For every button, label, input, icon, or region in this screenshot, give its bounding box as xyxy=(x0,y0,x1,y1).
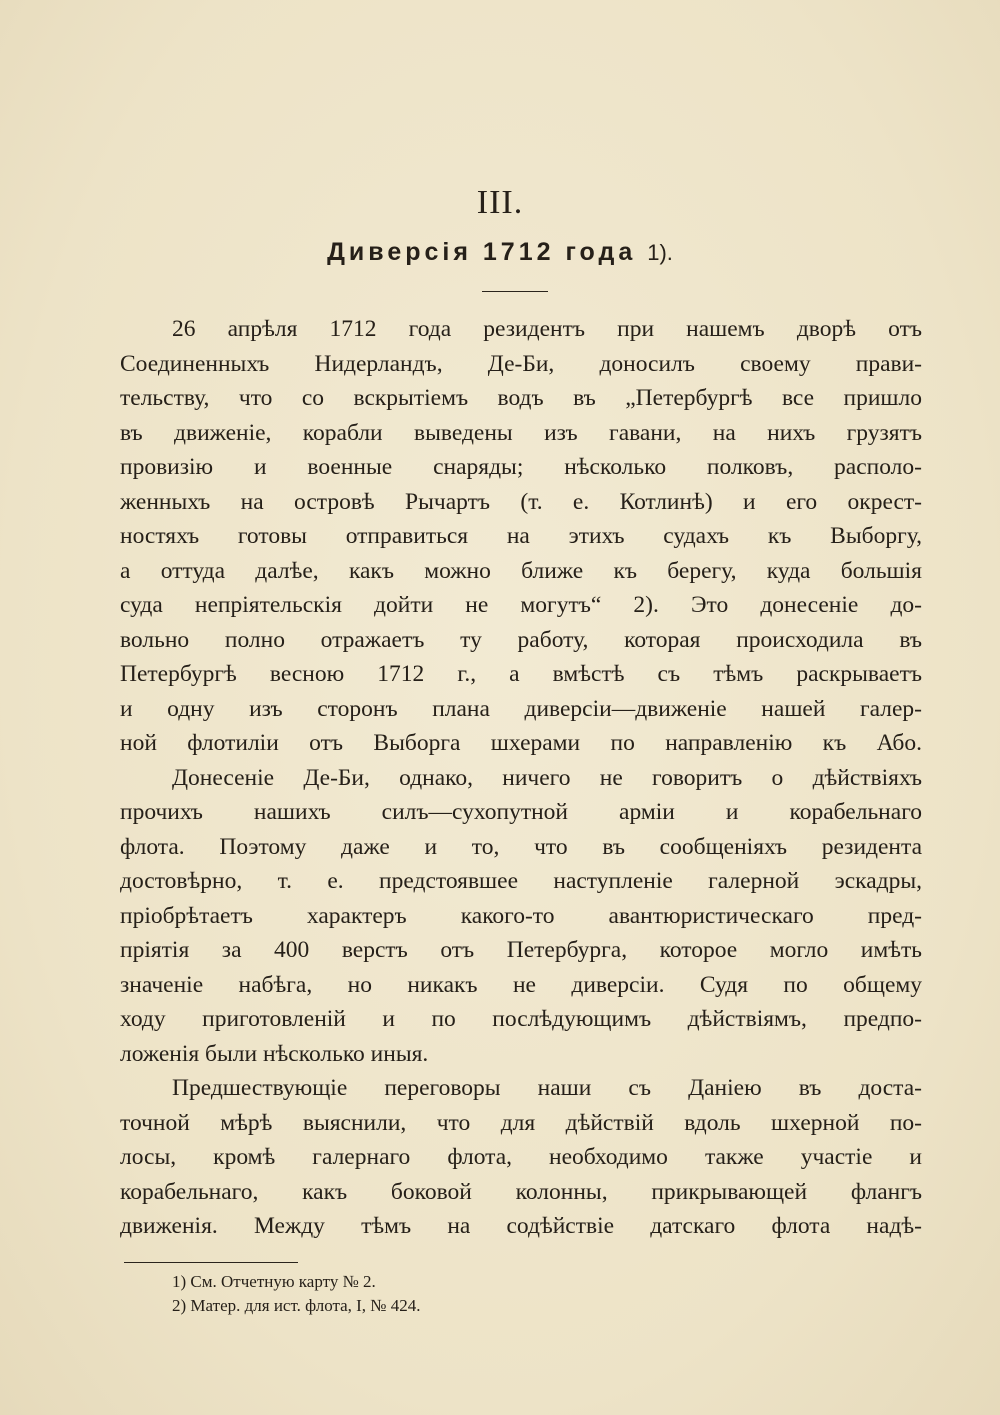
text-line: Донесеніе Де-Би, однако, ничего не говоритъ о дѣйствіяхъ xyxy=(172,764,922,791)
text-line: достовѣрно, т. е. предстоявшее наступленіе галерной эскадры, xyxy=(120,868,922,894)
chapter-number: III. xyxy=(476,184,524,221)
text-line: точной мѣрѣ выяснили, что для дѣйствій вдоль шхерной по- xyxy=(120,1109,922,1136)
footnote-divider xyxy=(124,1262,298,1263)
footnotes xyxy=(172,1270,772,1318)
text-line: ной флотиліи отъ Выборга шхерами по направленію къ Або. xyxy=(120,730,922,756)
footnote-mark: 2) xyxy=(172,1296,187,1315)
text-line: провизію и военные снаряды; нѣсколько полковъ, располо- xyxy=(120,454,922,480)
text-line: тельству, что со вскрытіемъ водъ въ „Петербургѣ все пришло xyxy=(120,385,922,411)
text-line: ложенія были нѣсколько иныя. xyxy=(120,1040,429,1067)
footnote-1 xyxy=(172,1270,772,1294)
chapter-title-footnote-ref: 1). xyxy=(647,240,673,265)
text-line: значеніе набѣга, но никакъ не диверсіи. Судя по общему xyxy=(120,971,922,998)
text-line: движенія. Между тѣмъ на содѣйствіе датскаго флота надѣ- xyxy=(120,1213,922,1239)
paragraph-3 xyxy=(120,1071,922,1244)
text-line: корабельнаго, какъ боковой колонны, прикрывающей флангъ xyxy=(120,1178,922,1205)
text-line: лосы, кромѣ галернаго флота, необходимо также участіе и xyxy=(120,1144,922,1170)
text-line: ходу приготовленій и по послѣдующимъ дѣйствіямъ, предпо- xyxy=(120,1006,922,1032)
text-line: женныхъ на островѣ Рычартъ (т. е. Котлинѣ) и его окрест- xyxy=(120,488,922,515)
text-line: флота. Поэтому даже и то, что въ сообщеніяхъ резидента xyxy=(120,833,922,860)
footnote-2 xyxy=(172,1294,772,1318)
text-line: ностяхъ готовы отправиться на этихъ судахъ къ Выборгу, xyxy=(120,523,922,549)
text-line: и одну изъ сторонъ плана диверсіи—движеніе нашей галер- xyxy=(120,695,922,722)
text-line: суда непріятельскія дойти не могутъ“ 2). Это донесеніе до- xyxy=(120,592,922,618)
paragraph-1 xyxy=(120,312,922,761)
body-text xyxy=(120,312,922,1244)
text-line: вольно полно отражаетъ ту работу, которая происходила въ xyxy=(120,626,922,653)
text-line: въ движеніе, корабли выведены изъ гавани, на нихъ грузятъ xyxy=(120,419,922,446)
text-line: прочихъ нашихъ силъ—сухопутной арміи и корабельнаго xyxy=(120,799,922,825)
text-line: Соединенныхъ Нидерландъ, Де-Би, доносилъ своему прави- xyxy=(120,350,922,377)
title-divider xyxy=(482,291,548,292)
footnote-mark: 1) xyxy=(172,1272,187,1291)
text-line: Петербургѣ весною 1712 г., а вмѣстѣ съ тѣмъ раскрываетъ xyxy=(120,661,922,687)
footnote-text: Матер. для ист. флота, I, № 424. xyxy=(190,1296,421,1315)
footnote-text: См. Отчетную карту № 2. xyxy=(190,1272,376,1291)
text-line: 26 апрѣля 1712 года резидентъ при нашемъ дворѣ отъ xyxy=(172,316,922,342)
chapter-title xyxy=(0,238,1000,267)
chapter-title-text: Диверсія 1712 года xyxy=(327,238,637,266)
text-line: а оттуда далѣе, какъ можно ближе къ берегу, куда большія xyxy=(120,557,922,584)
text-line: пріятія за 400 верстъ отъ Петербурга, которое могло имѣть xyxy=(120,937,922,963)
text-line: пріобрѣтаетъ характеръ какого-то авантюристическаго пред- xyxy=(120,902,922,929)
paragraph-2 xyxy=(120,761,922,1072)
text-line: Предшествующіе переговоры наши съ Даніею въ доста- xyxy=(172,1075,922,1101)
